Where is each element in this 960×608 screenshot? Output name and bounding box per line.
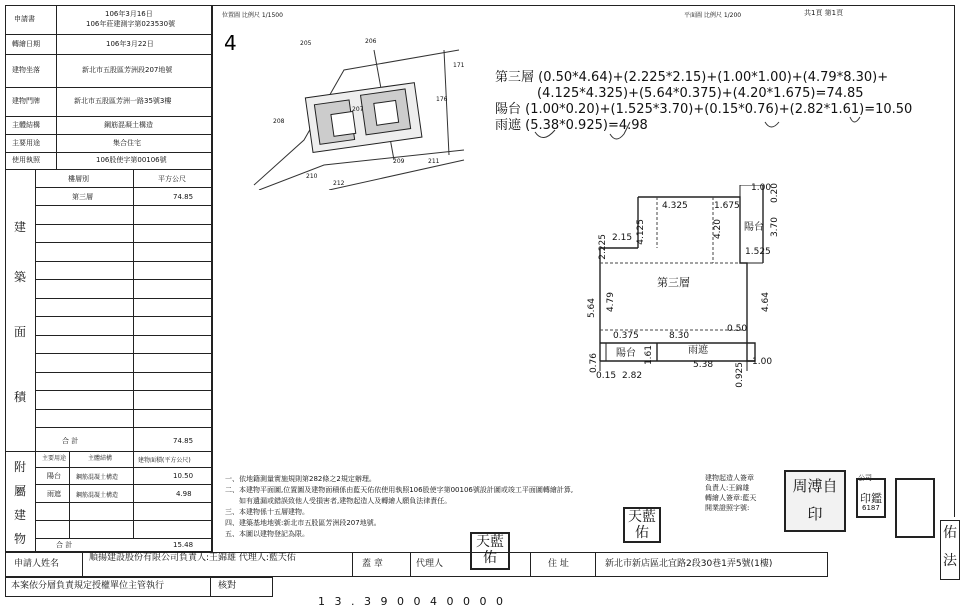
col-struct: 主體結構: [88, 455, 113, 462]
area-grid-line: [35, 427, 212, 428]
dim-d3: 4.325: [662, 201, 688, 211]
annex-struct-1: 鋼筋混凝土構造: [76, 474, 119, 481]
owner-line: 負責人:王錦雄: [705, 484, 750, 492]
col-area: 平方公尺: [158, 175, 186, 183]
dim-d1: 1.00: [751, 183, 772, 193]
annex-vlabel-1: 附: [13, 460, 26, 474]
area-grid-line: [35, 298, 212, 299]
col-use: 主要用途: [42, 455, 67, 462]
note-line: 二、本建物平面圖,位置圖及建物面積係由藍天佑依使用執照106股使字第00106號設計圖或竣工平面圖轉繪計算,: [225, 486, 574, 494]
applicant-sign-line: 建物起造人簽章: [705, 474, 754, 482]
row-label-address: 建物門牌: [12, 97, 40, 105]
dim-d15: 8.30: [669, 331, 690, 341]
area-total-value: 74.85: [173, 437, 194, 445]
parcel-206: 206: [365, 38, 377, 45]
application-number: 106年莊建測字第023530號: [86, 20, 176, 28]
drafter-stamp: 天藍 佑: [623, 507, 661, 543]
dim-d12: 4.79: [606, 292, 616, 313]
check-label: 核對: [218, 581, 237, 591]
floor-area: 74.85: [173, 193, 194, 201]
dim-d18: 1.61: [644, 345, 654, 366]
company-suffix: 公司: [858, 474, 872, 482]
annex-vlabel-2: 屬: [13, 484, 26, 498]
dim-d13: 4.64: [761, 292, 771, 313]
dim-d8: 2.15: [612, 233, 633, 243]
room-balcony-left: 陽台: [616, 348, 636, 359]
area-vlabel-3: 面: [13, 325, 26, 339]
annex-vlabel-4: 物: [13, 532, 26, 546]
draw-date: 106年3月22日: [106, 40, 154, 48]
building-address: 新北市五股區芳洲一路35號3樓: [74, 97, 172, 105]
row-label-location: 建物坐落: [12, 66, 40, 74]
location-map-title: 位置圖 比例尺 1/1500: [222, 12, 283, 19]
row-label-application: 申請書: [14, 15, 35, 23]
area-grid-line: [35, 224, 212, 225]
building-structure: 鋼筋混凝土構造: [104, 121, 153, 129]
dim-d16: 0.50: [727, 324, 748, 334]
owner-seal: 印鑑: [856, 478, 886, 518]
parcel-171: 171: [453, 62, 465, 69]
dim-d9: 4.125: [636, 219, 646, 245]
annex-total-value: 15.48: [173, 541, 194, 549]
area-total-label: 合 計: [62, 437, 79, 445]
area-grid-line: [35, 261, 212, 262]
row-label-structure: 主體結構: [12, 121, 40, 129]
use-license: 106股使字第00106號: [96, 156, 167, 164]
dim-d7: 2.225: [598, 234, 608, 260]
formula-floor-2: (4.125*4.325)+(5.64*0.375)+(4.20*1.675)=74.85: [537, 86, 864, 101]
annex-struct-2: 鋼筋混凝土構造: [76, 492, 119, 499]
formula-canopy: 雨遮 (5.38*0.925)=4.98: [495, 118, 648, 133]
north-arrow-icon: 4: [224, 31, 237, 55]
room-balcony-right: 陽台: [744, 222, 764, 233]
annex-use-2: 雨遮: [47, 490, 61, 498]
row-label-license: 使用執照: [12, 156, 40, 164]
dim-d14: 0.375: [613, 331, 639, 341]
dim-d11: 5.64: [587, 298, 597, 319]
area-grid-line: [35, 409, 212, 410]
col-annex-area: 建物面積(平方公尺): [138, 457, 191, 464]
formula-balcony: 陽台 (1.00*0.20)+(1.525*3.70)+(0.15*0.76)+(2.82*1.61)=10.50: [495, 102, 913, 117]
parcel-211: 211: [428, 158, 440, 165]
floor-plan-title: 平面圖 比例尺 1/200: [684, 12, 742, 19]
parcel-209: 209: [393, 158, 405, 165]
row-label-usage: 主要用途: [12, 139, 40, 147]
address-label: 住 址: [548, 559, 569, 569]
area-grid-line: [35, 372, 212, 373]
stamp-label: 蓋 章: [362, 559, 383, 569]
dim-d19: 1.00: [752, 357, 773, 367]
formula-floor-1: 第三層 (0.50*4.64)+(2.225*2.15)+(1.00*1.00)+(4.79*8.30)+: [495, 70, 889, 85]
area-grid-line: [35, 353, 212, 354]
license-number: 6187: [862, 504, 880, 512]
area-grid-line: [35, 205, 212, 206]
parcel-208: 208: [273, 118, 285, 125]
parcel-210: 210: [306, 173, 318, 180]
dim-d17: 0.76: [589, 353, 599, 374]
parcel-207: 207: [352, 106, 364, 113]
company-stamp: 周溥自印: [784, 470, 846, 532]
agent-label: 代理人: [416, 559, 444, 569]
area-grid-line: [35, 390, 212, 391]
room-main: 第三層: [657, 276, 690, 289]
annex-vlabel-3: 建: [13, 508, 26, 522]
square-seal: [895, 478, 935, 538]
page-info: 共1頁 第1頁: [804, 9, 844, 17]
dim-d20: 0.15: [596, 371, 617, 381]
area-grid-line: [35, 335, 212, 336]
parcel-176: 176: [436, 96, 448, 103]
area-grid-line: [35, 316, 212, 317]
note-line: 三、本建物係十五層建物。: [225, 508, 309, 516]
drafter-line: 轉繪人簽章:藍天: [705, 494, 757, 502]
building-usage: 集合住宅: [113, 139, 141, 147]
handwritten-checkmarks: [530, 112, 870, 152]
note-line: 四、建築基地地號:新北市五股區芳洲段207地號。: [225, 519, 381, 527]
address-value: 新北市新店區北宜路2段30巷1弄5號(1樓): [605, 559, 773, 569]
applicant-value: 順揚建設股份有限公司負責人:王錦雄 代理人:藍天佑: [89, 553, 296, 563]
dim-d4: 1.675: [714, 201, 740, 211]
building-location: 新北市五股區芳洲段207地號: [82, 66, 173, 74]
annex-area-1: 10.50: [173, 472, 194, 480]
annex-area-2: 4.98: [176, 490, 192, 498]
bottom-fragment: 1 3 . 3 9 0 0 4 0 0 0 0: [318, 595, 506, 608]
note-line: 一、依地籍測量實施規則第282條之2規定辦理。: [225, 475, 376, 483]
area-vlabel-4: 積: [13, 390, 26, 404]
dim-d23: 0.925: [735, 362, 745, 388]
dim-d5: 3.70: [770, 217, 780, 238]
dim-d10: 4.20: [713, 219, 723, 240]
area-grid-line: [35, 279, 212, 280]
dim-d2: 0.20: [770, 183, 780, 204]
parcel-205: 205: [300, 40, 312, 47]
dim-d21: 2.82: [622, 371, 643, 381]
room-canopy: 雨遮: [688, 345, 708, 356]
license-line: 開業證照字號:: [705, 504, 750, 512]
application-date: 106年3月16日: [105, 10, 153, 18]
agent-stamp: 天藍 佑: [470, 532, 510, 570]
corner-text: 佑: [943, 525, 957, 541]
footer-note: 本案依分層負責規定授權單位主管執行: [11, 581, 165, 591]
floor-name: 第三層: [72, 193, 93, 201]
corner-text-2: 法: [943, 553, 957, 569]
annex-use-1: 陽台: [47, 472, 61, 480]
col-floor: 樓層別: [68, 175, 89, 183]
area-grid-line: [35, 242, 212, 243]
row-label-draw-date: 轉繪日期: [12, 40, 40, 48]
dim-d22: 5.38: [693, 360, 714, 370]
applicant-label: 申請人姓名: [14, 559, 60, 569]
area-vlabel-2: 築: [13, 270, 26, 284]
annex-total-label: 合 計: [56, 541, 73, 549]
area-vlabel-1: 建: [13, 220, 26, 234]
note-line: 如有遺漏或錯誤致他人受損害者,建物起造人及轉繪人願負法律責任。: [225, 497, 452, 505]
note-line: 五、本圖以建物登記為限。: [225, 530, 309, 538]
dim-d6: 1.525: [745, 247, 771, 257]
parcel-212: 212: [333, 180, 345, 187]
